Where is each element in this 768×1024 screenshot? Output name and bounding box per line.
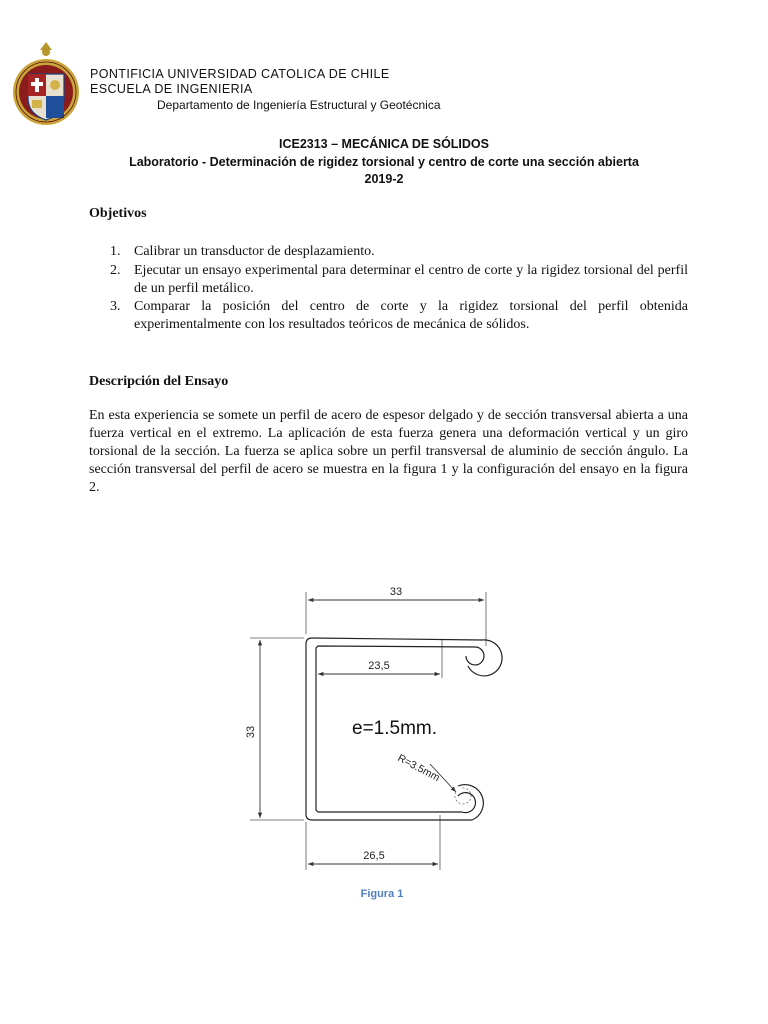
objective-number: 3. [110, 299, 121, 314]
lab-title: Laboratorio - Determinación de rigidez torsional y centro de corte una sección abierta [129, 155, 639, 169]
dim-bottom-label: 26,5 [363, 850, 385, 862]
objective-number: 1. [110, 244, 121, 259]
course-title: ICE2313 – MECÁNICA DE SÓLIDOS [278, 137, 489, 151]
dim-inner-top-label: 23,5 [368, 660, 390, 672]
institution-name: PONTIFICIA UNIVERSIDAD CATOLICA DE CHILE [90, 67, 390, 81]
objectives-heading: Objetivos [89, 206, 147, 221]
objective-text: Calibrar un transductor de desplazamiento. [134, 244, 375, 259]
dim-top-label: 33 [389, 586, 403, 598]
objective-text: Ejecutar un ensayo experimental para determinar el centro de corte y la rigidez torsional del perfil de un perfil metálico. [134, 263, 688, 296]
objective-number: 2. [110, 263, 121, 278]
description-paragraph: En esta experiencia se somete un perfil de acero de espesor delgado y de sección transversal abierta a una fuerza vertical en el extremo. La aplicación de esta fuerza genera una deformación vertical y un giro torsional de la sección. La fuerza se aplica sobre un perfil transversal de aluminio de sección ángulo. La sección transversal del perfil de acero se muestra en la figura 1 y la configuración del ensayo en la figura 2. [89, 408, 688, 495]
university-seal-logo [12, 40, 80, 130]
term: 2019-2 [364, 172, 404, 186]
school-name: ESCUELA DE INGENIERIA [90, 82, 253, 96]
description-heading: Descripción del Ensayo [89, 374, 229, 389]
radius-center-mark [455, 788, 471, 804]
department-name: Departamento de Ingeniería Estructural y Geotécnica [157, 98, 441, 112]
objective-text: Comparar la posición del centro de corte y la rigidez torsional del perfil obtenida experimentalmente con los resultados teóricos de mecánica de sólidos. [134, 299, 688, 332]
dim-left-label: 33 [245, 725, 257, 739]
thickness-label: e=1.5mm. [352, 718, 438, 739]
radius-label: R=3.5mm [395, 752, 442, 785]
figure-caption: Figura 1 [360, 888, 404, 900]
cross-section-figure [220, 570, 520, 910]
